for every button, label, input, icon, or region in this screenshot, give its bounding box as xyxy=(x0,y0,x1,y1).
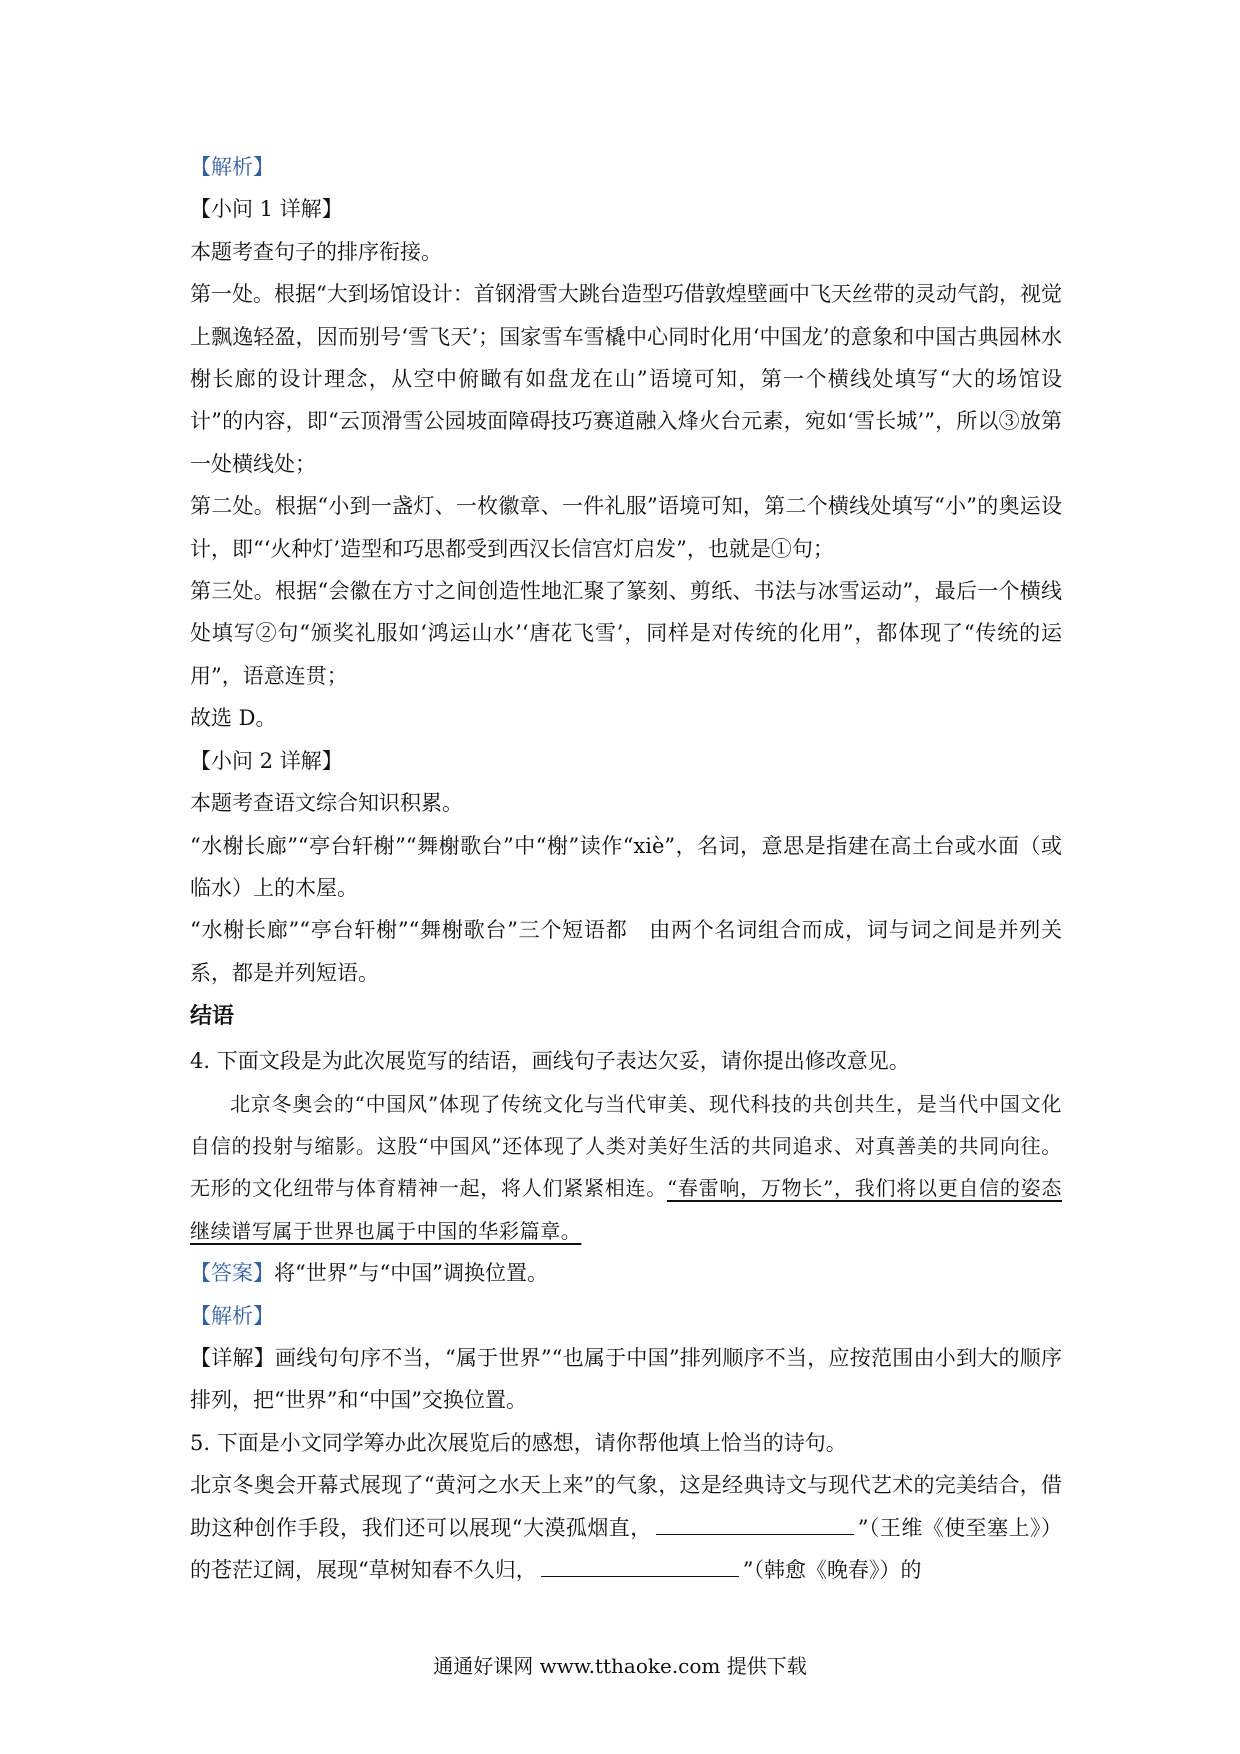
q1-line-1: 本题考查句子的排序衔接。 xyxy=(190,239,442,264)
answer-blank-2[interactable] xyxy=(541,1552,739,1577)
q1-detail-tag: 【小问 1 详解】 xyxy=(190,197,343,222)
q2-line-3: “水榭长廊”“亭台轩榭”“舞榭歌台”三个短语都 由两个名词组合而成，词与词之间是并列关系，都是并列短语。 xyxy=(190,918,1062,985)
analysis-tag-2: 【解析】 xyxy=(190,1303,274,1328)
q4-detail xyxy=(190,1337,1062,1422)
q2-line-2: “水榭长廊”“亭台轩榭”“舞榭歌台”中“榭”读作“xiè”，名词，意思是指建在高土台或水面（或临水）上的木屋。 xyxy=(190,833,1062,900)
detail-tag: 【详解】 xyxy=(190,1345,275,1370)
q4-passage-plain: 北京冬奥会的“中国风”体现了传统文化与当代审美、现代科技的共创共生，是当代中国文化自信的投射与缩影。这股“中国风”还体现了人类对美好生活的共同追求、对真善美的共同向往。无形的文化纽带与体育精神一起，将人们紧紧相连。 xyxy=(190,1091,1062,1201)
footer-source: 通通好课网 www.tthaoke.com 提供下载 xyxy=(433,1654,807,1678)
q5-body xyxy=(190,1464,1062,1591)
q1-line-3: 第二处。根据“小到一盏灯、一枚徽章、一件礼服”语境可知，第二个横线处填写“小”的奥运设计，即“‘火种灯’造型和巧思都受到西汉长信宫灯启发”，也就是①句； xyxy=(190,494,1062,561)
q4-passage xyxy=(190,1083,1062,1253)
q1-line-2: 第一处。根据“大到场馆设计：首钢滑雪大跳台造型巧借敦煌壁画中飞天丝带的灵动气韵，视觉上飘逸轻盈，因而别号‘雪飞天’；国家雪车雪橇中心同时化用‘中国龙’的意象和中国古典园林水榭长廊的设计理念，从空中俯瞰有如盘龙在山”语境可知，第一个横线处填写“大的场馆设计”的内容，即“云顶滑雪公园坡面障碍技巧赛道融入烽火台元素，宛如‘雪长城’”，所以③放第一处横线处； xyxy=(190,282,1062,476)
answer-blank-1[interactable] xyxy=(656,1510,854,1535)
q1-line-5: 故选 D。 xyxy=(190,706,277,731)
q5-part-2: ”（王维《使至塞上》）的苍茫辽阔，展现“草树知春不久归， xyxy=(190,1515,1062,1582)
q5-prompt: 5. 下面是小文同学筹办此次展览后的感想，请你帮他填上恰当的诗句。 xyxy=(190,1430,847,1455)
q4-answer xyxy=(190,1252,1062,1294)
answer-text: 将“世界”与“中国”调换位置。 xyxy=(274,1261,548,1286)
q5-part-1: 北京冬奥会开幕式展现了“黄河之水天上来”的气象，这是经典诗文与现代艺术的完美结合，借助这种创作手段，我们还可以展现“大漠孤烟直， xyxy=(190,1473,1062,1540)
answer-tag: 【答案】 xyxy=(190,1261,274,1286)
q5-part-3: ”（韩愈《晚春》）的 xyxy=(742,1558,922,1582)
q2-detail-tag: 【小问 2 详解】 xyxy=(190,748,343,773)
q4-prompt: 4. 下面文段是为此次展览写的结语，画线句子表达欠妥，请你提出修改意见。 xyxy=(190,1049,910,1074)
content-body xyxy=(190,146,1062,1591)
detail-text: 画线句句序不当，“属于世界”“也属于中国”排列顺序不当，应按范围由小到大的顺序排列，把“世界”和“中国”交换位置。 xyxy=(190,1345,1062,1413)
q1-line-4: 第三处。根据“会徽在方寸之间创造性地汇聚了篆刻、剪纸、书法与冰雪运动”，最后一个横线处填写②句“颁奖礼服如‘鸿运山水’‘唐花飞雪’，同样是对传统的化用”，都体现了“传统的运用”，语意连贯； xyxy=(190,579,1062,688)
q4-passage-underlined: “春雷响，万物长”，我们将以更自信的姿态继续谱写属于世界也属于中国的华彩篇章。 xyxy=(190,1176,1062,1243)
q2-line-1: 本题考查语文综合知识积累。 xyxy=(190,791,463,816)
section-title: 结语 xyxy=(190,1004,235,1030)
analysis-tag-1: 【解析】 xyxy=(190,155,274,179)
